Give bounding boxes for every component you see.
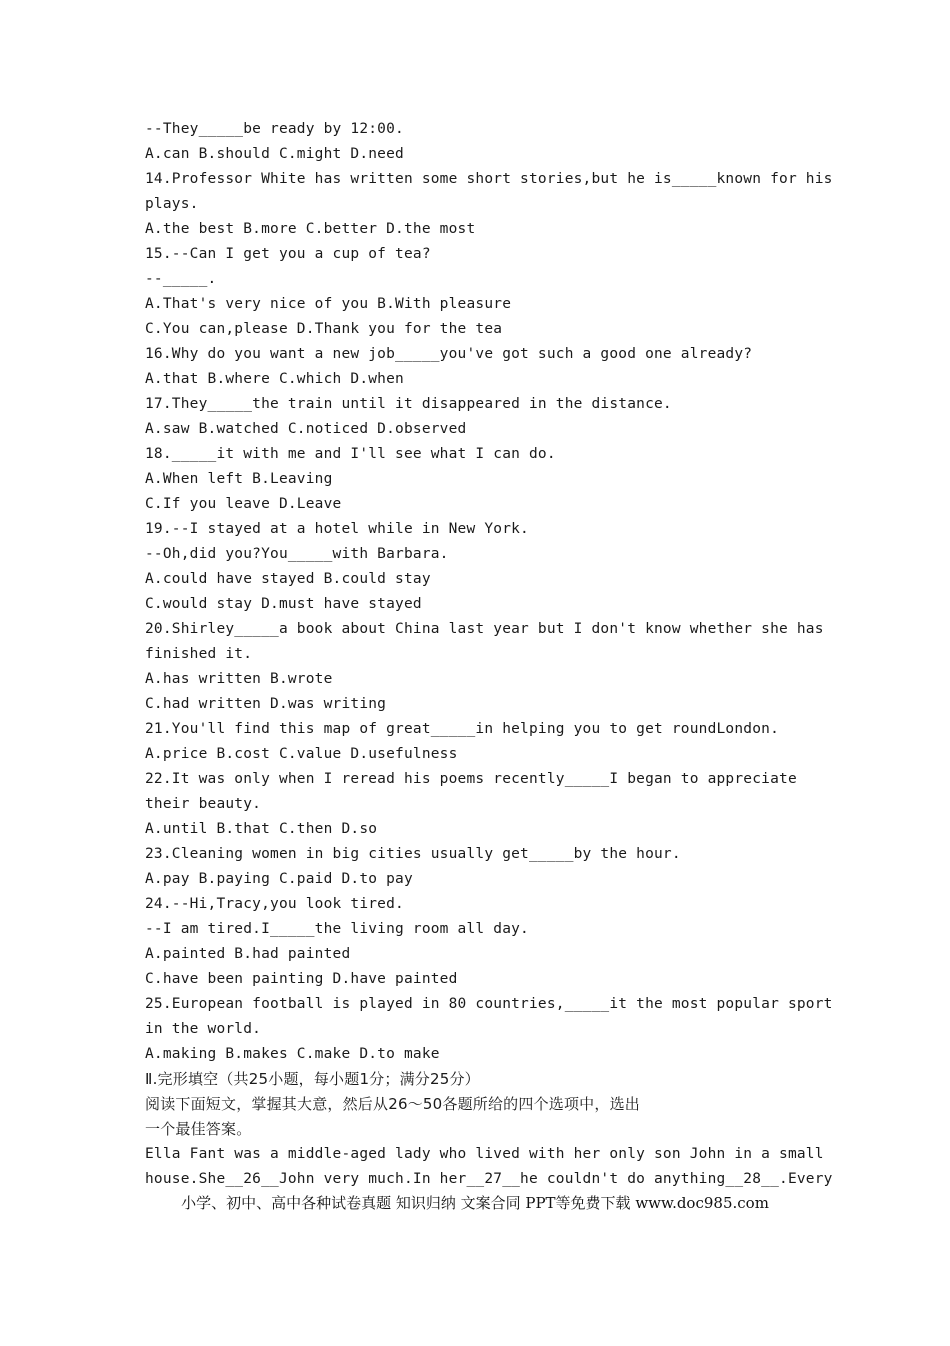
text-line: 阅读下面短文，掌握其大意，然后从26～50各题所给的四个选项中，选出 [145, 1095, 640, 1113]
text-line: 14.Professor White has written some short stories,but he is_____known for his [145, 171, 833, 187]
text-line: 25.European football is played in 80 countries,_____it the most popular sport [145, 996, 833, 1012]
document-body [145, 117, 833, 1192]
text-line: A.painted B.had painted [145, 946, 351, 962]
text-line: A.saw B.watched C.noticed D.observed [145, 421, 467, 437]
text-line: 15.--Can I get you a cup of tea? [145, 246, 431, 262]
text-line: 21.You'll find this map of great_____in helping you to get roundLondon. [145, 721, 780, 737]
text-line: 23.Cleaning women in big cities usually get_____by the hour. [145, 846, 681, 862]
text-line: A.When left B.Leaving [145, 471, 333, 487]
text-line: 19.--I stayed at a hotel while in New York. [145, 521, 529, 537]
text-line: C.had written D.was writing [145, 696, 387, 712]
text-line: Ella Fant was a middle-aged lady who lived with her only son John in a small [145, 1146, 824, 1162]
text-line: 24.--Hi,Tracy,you look tired. [145, 896, 404, 912]
text-line: Ⅱ.完形填空（共25小题，每小题1分；满分25分） [145, 1070, 480, 1088]
text-line: --They_____be ready by 12:00. [145, 121, 404, 137]
text-line: their beauty. [145, 796, 262, 812]
text-line: finished it. [145, 646, 253, 662]
text-line: A.could have stayed B.could stay [145, 571, 431, 587]
text-line: C.If you leave D.Leave [145, 496, 342, 512]
text-line: house.She__26__John very much.In her__27__he couldn't do anything__28__.Every [145, 1171, 833, 1187]
text-line: C.would stay D.must have stayed [145, 596, 422, 612]
text-line: 17.They_____the train until it disappeared in the distance. [145, 396, 672, 412]
text-line: --I am tired.I_____the living room all day. [145, 921, 529, 937]
text-line: 18._____it with me and I'll see what I can do. [145, 446, 556, 462]
text-line: A.that B.where C.which D.when [145, 371, 404, 387]
text-line: C.have been painting D.have painted [145, 971, 458, 987]
text-line: A.making B.makes C.make D.to make [145, 1046, 440, 1062]
text-line: 一个最佳答案。 [145, 1120, 252, 1138]
text-line: A.until B.that C.then D.so [145, 821, 378, 837]
text-line: --Oh,did you?You_____with Barbara. [145, 546, 449, 562]
text-line: A.pay B.paying C.paid D.to pay [145, 871, 413, 887]
text-line: in the world. [145, 1021, 262, 1037]
text-line: 20.Shirley_____a book about China last year but I don't know whether she has [145, 621, 824, 637]
text-line: A.That's very nice of you B.With pleasure [145, 296, 512, 312]
text-line: plays. [145, 196, 199, 212]
text-line: A.can B.should C.might D.need [145, 146, 404, 162]
text-line: 22.It was only when I reread his poems recently_____I began to appreciate [145, 771, 797, 787]
text-line: --_____. [145, 271, 217, 287]
text-line: 16.Why do you want a new job_____you've got such a good one already? [145, 346, 753, 362]
page-footer: 小学、初中、高中各种试卷真题 知识归纳 文案合同 PPT等免费下载 www.doc985.com [181, 1194, 769, 1212]
text-line: A.price B.cost C.value D.usefulness [145, 746, 458, 762]
text-line: C.You can,please D.Thank you for the tea [145, 321, 503, 337]
text-line: A.the best B.more C.better D.the most [145, 221, 476, 237]
text-line: A.has written B.wrote [145, 671, 333, 687]
